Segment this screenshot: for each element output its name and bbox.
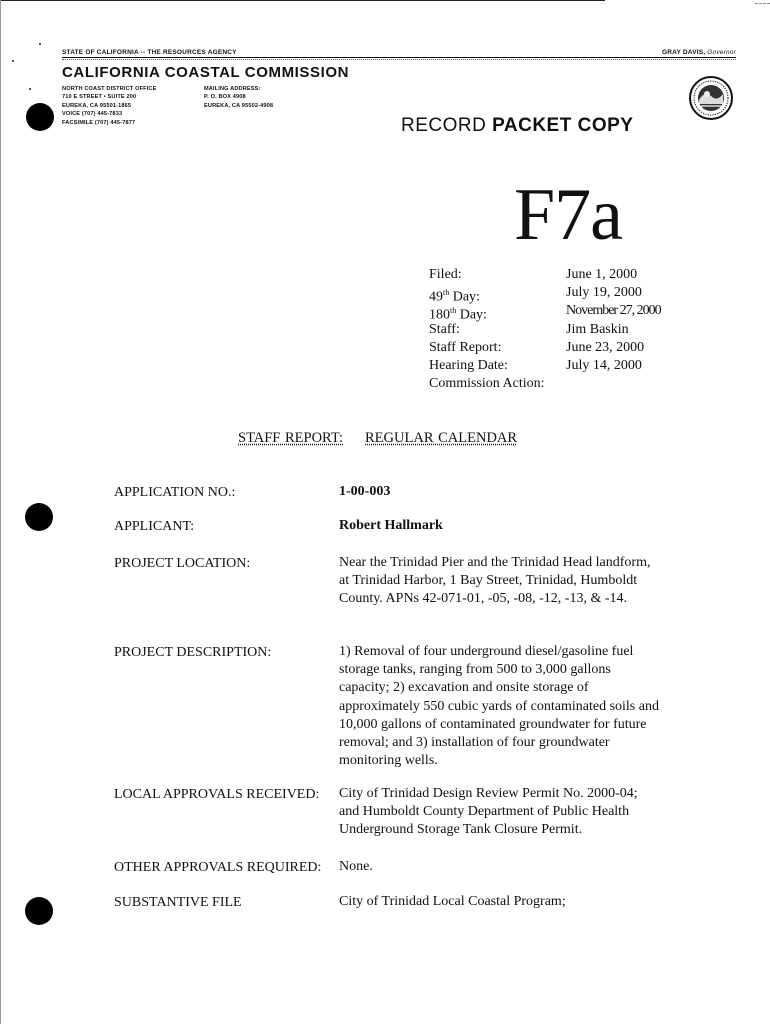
filing-value: June 1, 2000: [566, 267, 638, 282]
scan-speck: [39, 43, 41, 45]
header-rule-dotted: [62, 59, 736, 60]
field-value-project-location: Near the Trinidad Pier and the Trinidad Head landform, at Trinidad Harbor, 1 Bay Street, Trinidad, Humboldt County. APNs 42-071-01, -05, -08, -12, -13, & -14.: [339, 555, 651, 607]
field-label-project-description: PROJECT DESCRIPTION:: [114, 645, 272, 660]
governor-name: GRAY DAVIS,: [662, 49, 706, 56]
filing-value: July 19, 2000: [566, 285, 642, 301]
state-seal-icon: [689, 76, 733, 120]
filing-value: June 23, 2000: [566, 339, 645, 355]
office-address: NORTH COAST DISTRICT OFFICE 710 E STREET • SUITE 200 EUREKA, CA 95501-1865 VOICE (707) 445-7833 FACSIMILE (707) 445-7877: [62, 86, 157, 126]
record-packet-stamp: [401, 115, 633, 137]
scan-speck: [12, 60, 14, 62]
governor-title: Governor: [707, 49, 736, 56]
filing-value: July 14, 2000: [566, 357, 642, 373]
agency-name: STATE OF CALIFORNIA -- THE RESOURCES AGENCY: [62, 49, 237, 56]
punch-hole: [25, 897, 53, 925]
scan-left-edge: [0, 0, 1, 1024]
field-label-local-approvals: LOCAL APPROVALS RECEIVED:: [114, 787, 320, 802]
filing-value: November 27, 2000: [566, 303, 661, 319]
filing-label: Hearing Date:: [429, 357, 508, 373]
field-label-substantive-file: SUBSTANTIVE FILE: [114, 895, 242, 910]
filing-label: Commission Action:: [429, 376, 545, 392]
stamp-rest: PACKET COPY: [492, 115, 634, 136]
filing-label: Staff:: [429, 321, 460, 337]
stamp-prefix: RECORD: [401, 115, 487, 136]
agency-line: [62, 49, 736, 56]
header-rule: [62, 57, 736, 58]
governor-line: [662, 49, 736, 56]
report-type-label: STAFF REPORT:: [238, 430, 344, 446]
field-label-project-location: PROJECT LOCATION:: [114, 556, 251, 571]
scan-edge-line: [0, 0, 605, 1]
punch-hole: [26, 103, 54, 131]
field-label-other-approvals: OTHER APPROVALS REQUIRED:: [114, 860, 322, 875]
commission-name: CALIFORNIA COASTAL COMMISSION: [62, 64, 350, 81]
scan-speck: [29, 88, 31, 90]
field-value-other-approvals: None.: [339, 859, 373, 874]
mailing-address: MAILING ADDRESS: P. O. BOX 4908 EUREKA, CA 95502-4908: [204, 86, 274, 109]
field-value-application-no: 1-00-003: [339, 484, 391, 499]
agenda-item-code: F7a: [514, 174, 622, 256]
punch-hole: [25, 503, 53, 531]
filing-label: Staff Report:: [429, 339, 502, 355]
field-label-applicant: APPLICANT:: [114, 519, 195, 534]
report-type-heading: [238, 430, 517, 447]
filing-label: 180th Day:: [429, 306, 487, 324]
field-value-local-approvals: City of Trinidad Design Review Permit No. 2000-04; and Humboldt County Department of Public Health Underground Storage Tank Closure Permit.: [339, 786, 638, 838]
scan-edge-dash: [755, 3, 770, 4]
field-label-application-no: APPLICATION NO.:: [114, 485, 236, 500]
calendar-type: REGULAR CALENDAR: [365, 430, 518, 446]
filing-value: Jim Baskin: [566, 321, 629, 337]
field-value-applicant: Robert Hallmark: [339, 518, 443, 533]
field-value-project-description: 1) Removal of four underground diesel/gasoline fuel storage tanks, ranging from 500 to 3,000 gallons capacity; 2) excavation and onsite storage of approximately 550 cubic yards of contaminated soils and 10,000 gallons of contaminated groundwater for future removal; and 3) installation of four groundwater monitoring wells.: [339, 644, 659, 769]
field-value-substantive-file: City of Trinidad Local Coastal Program;: [339, 894, 566, 909]
filing-label: Filed:: [429, 267, 462, 282]
filing-label: 49th Day:: [429, 288, 480, 305]
